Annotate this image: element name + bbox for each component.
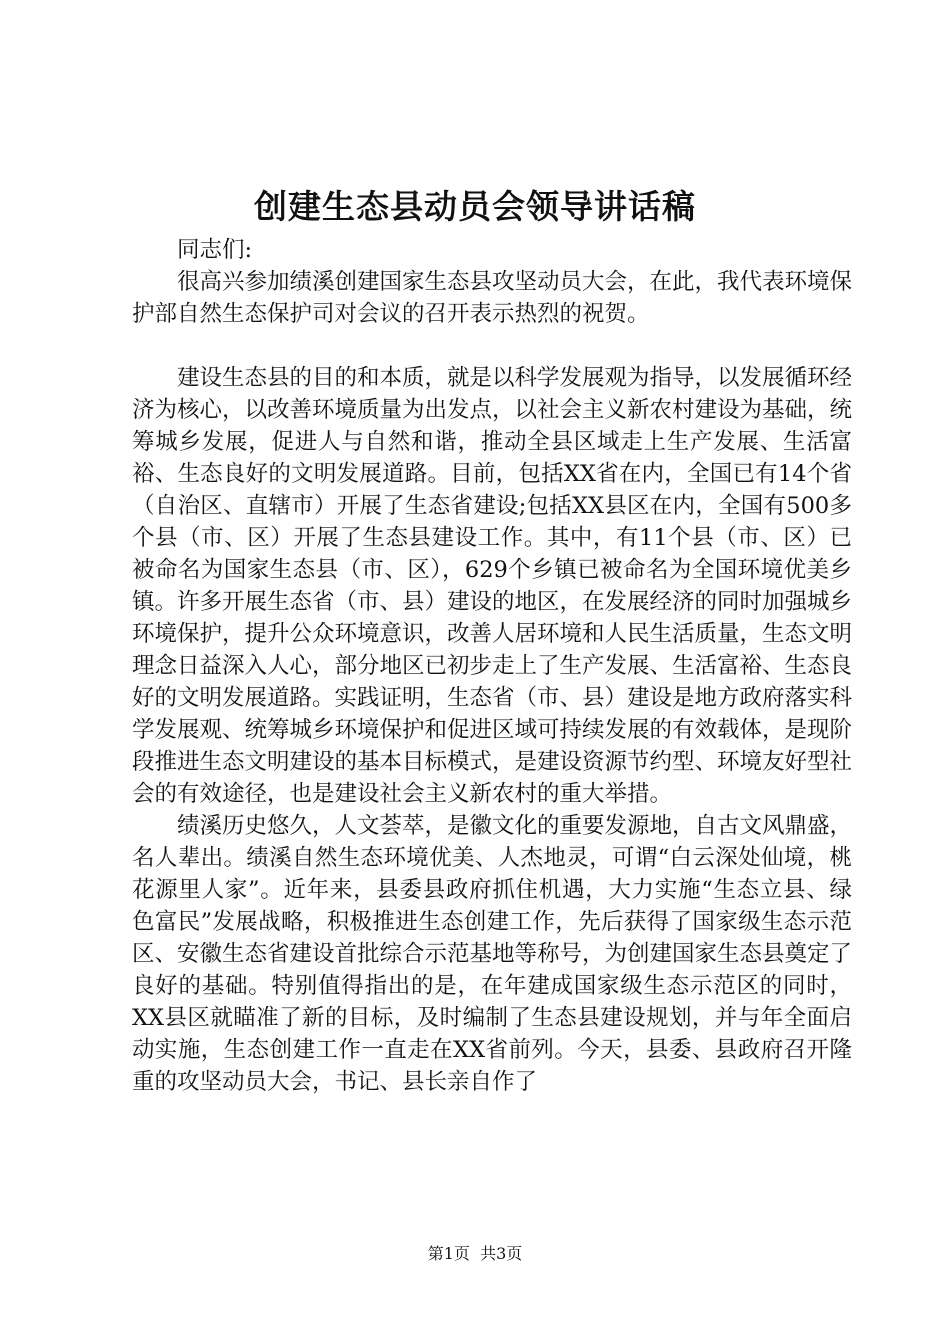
paragraph-3: 绩溪历史悠久，人文荟萃，是徽文化的重要发源地，自古文风鼎盛，名人辈出。绩溪自然生态环境优美、人杰地灵，可谓“白云深处仙境，桃花源里人家”。近年来，县委县政府抓住机遇，大力实施“生态立县、绿色富民”发展战略，积极推进生态创建工作，先后获得了国家级生态示范区、安徽生态省建设首批综合示范基地等称号，为创建国家生态县奠定了良好的基础。特别值得指出的是，在年建成国家级生态示范区的同时，XX县区就瞄准了新的目标，及时编制了生态县建设规划，并与年全面启动实施，生态创建工作一直走在XX省前列。今天，县委、县政府召开隆重的攻坚动员大会，书记、县长亲自作了 <box>132 813 853 1095</box>
paragraph-1: 很高兴参加绩溪创建国家生态县攻坚动员大会，在此，我代表环境保护部自然生态保护司对会议的召开表示热烈的祝贺。 <box>132 269 853 327</box>
page-footer <box>0 1243 950 1265</box>
page-total: 共3页 <box>480 1244 523 1263</box>
page-number: 第1页 <box>427 1244 470 1263</box>
paragraph-2: 建设生态县的目的和本质，就是以科学发展观为指导，以发展循环经济为核心，以改善环境质量为出发点，以社会主义新农村建设为基础，统筹城乡发展，促进人与自然和谐，推动全县区域走上生产发展、生活富裕、生态良好的文明发展道路。目前，包括XX省在内，全国已有14个省（自治区、直辖市）开展了生态省建设;包括XX县区在内，全国有500多个县（市、区）开展了生态县建设工作。其中，有11个县（市、区）已被命名为国家生态县（市、区），629个乡镇已被命名为全国环境优美乡镇。许多开展生态省（市、县）建设的地区，在发展经济的同时加强城乡环境保护，提升公众环境意识，改善人居环境和人民生活质量，生态文明理念日益深入人心，部分地区已初步走上了生产发展、生活富裕、生态良好的文明发展道路。实践证明，生态省（市、县）建设是地方政府落实科学发展观、统筹城乡环境保护和促进区域可持续发展的有效载体，是现阶段推进生态文明建设的基本目标模式，是建设资源节约型、环境友好型社会的有效途径，也是建设社会主义新农村的重大举措。 <box>132 365 853 807</box>
salutation: 同志们: <box>177 237 253 263</box>
document-title: 创建生态县动员会领导讲话稿 <box>254 187 696 226</box>
paragraph-spacer <box>132 330 852 362</box>
footer-separator <box>470 1244 480 1263</box>
document-body <box>132 234 852 1098</box>
